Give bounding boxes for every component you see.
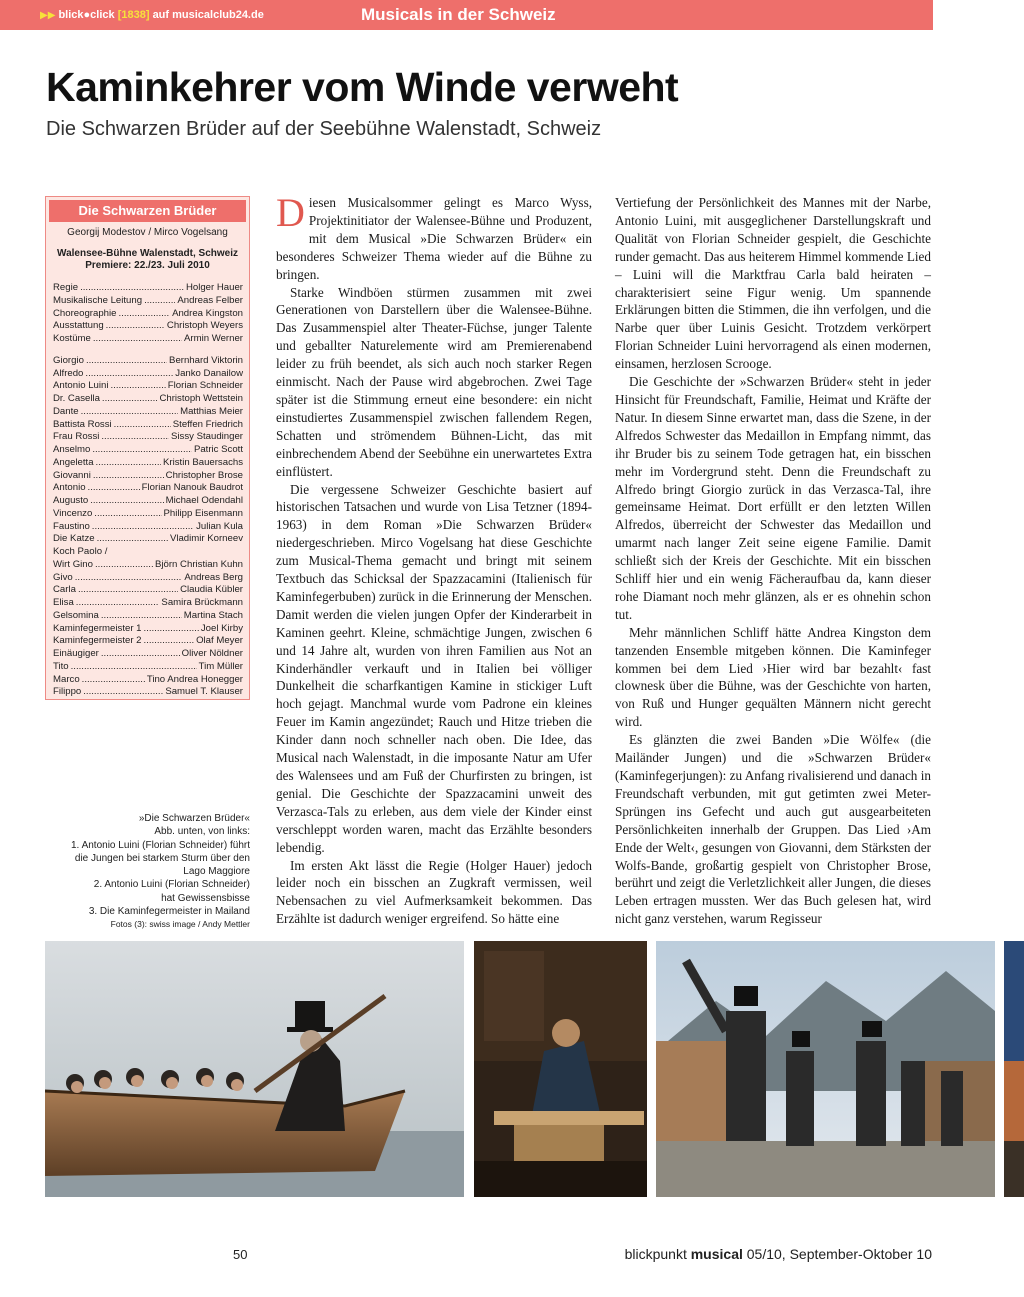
credit-row bbox=[53, 282, 243, 295]
magazine-name: musical bbox=[690, 1246, 743, 1262]
credit-name: Christopher Brose bbox=[165, 469, 243, 481]
paragraph-text: iesen Musicalsommer gelingt es Marco Wyss, Projektinitiator der Walensee-Bühne und Produzent, mit dem Musical »Die Schwarzen Brüder« ein besonderes Schweizer Thema wieder auf die Bühne zu bringen. bbox=[276, 195, 592, 282]
credit-row bbox=[53, 610, 243, 623]
leader-dots bbox=[82, 674, 145, 687]
leader-dots bbox=[96, 457, 161, 470]
credit-role: Angeletta bbox=[53, 456, 94, 468]
credit-role: Giovanni bbox=[53, 469, 91, 481]
paragraph: Mehr männlichen Schliff hätte Andrea Kingston dem tanzenden Ensemble mitgeben können. Die Kaminfeger kommen bei dem Lied ›Hier wird bar bezahlt‹ fast clownesk über die Bühne, was der Geschichte von harten, von Ruß und Hunger gequälten Männern nicht gerecht wird. bbox=[615, 624, 931, 730]
leader-dots bbox=[114, 419, 171, 432]
site-link[interactable] bbox=[40, 9, 264, 21]
leader-dots bbox=[94, 508, 161, 521]
credit-row bbox=[53, 533, 243, 546]
credit-role: Alfredo bbox=[53, 367, 84, 379]
credit-name: Christoph Weyers bbox=[166, 320, 243, 332]
paragraph: Vertiefung der Persönlichkeit des Mannes mit der Narbe, Antonio Luini, mit ausgeglichener Darstellungskraft und Qualität von Florian Schneider gespielt, die Geschichte runder gemacht. Das aus heiterem Himmel kommende Lied – Luini will die Marktfrau Carla bald heiraten – charakterisiert seine Figur wenig. Um spannende Erklärungen bitten die Stimmen, die ihn verfolgen, und die Narbe quer über Luinis Gesicht. Trotzdem verkörpert Florian Schneider Luini hervorragend als einen modernen, einsamen, herzlosen Scrooge. bbox=[615, 195, 931, 372]
credit-role: Carla bbox=[53, 584, 76, 596]
caption-line: hat Gewissensbisse bbox=[161, 892, 250, 904]
photo-boat-storm bbox=[45, 941, 464, 1197]
caption-line: »Die Schwarzen Brüder« bbox=[138, 813, 250, 824]
credit-name: Andreas Felber bbox=[177, 294, 243, 306]
credit-name: Julian Kula bbox=[196, 520, 243, 532]
credit-row bbox=[53, 686, 243, 699]
credit-role: Elisa bbox=[53, 597, 74, 608]
credit-role: Die Katze bbox=[53, 533, 95, 545]
photo-luini-table bbox=[474, 941, 647, 1197]
credit-name: Christoph Wettstein bbox=[159, 393, 243, 404]
leader-dots bbox=[76, 597, 160, 610]
leader-dots bbox=[85, 368, 173, 381]
credit-name: Bernhard Viktorin bbox=[169, 354, 243, 366]
credit-role: Kaminfegermeister 1 bbox=[53, 622, 142, 634]
leader-dots bbox=[118, 308, 170, 321]
credit-role: Choreographie bbox=[53, 307, 117, 319]
page-number: 50 bbox=[233, 1247, 248, 1262]
credit-role: Faustino bbox=[53, 520, 90, 532]
credit-role: Vincenzo bbox=[53, 507, 93, 519]
site-name: blick●click bbox=[58, 9, 115, 21]
leader-dots bbox=[106, 320, 165, 333]
credit-row bbox=[53, 320, 243, 333]
credit-name: Sissy Staudinger bbox=[171, 431, 243, 443]
photo-caption bbox=[20, 812, 250, 932]
credit-name: Steffen Friedrich bbox=[172, 418, 243, 430]
credit-row bbox=[53, 444, 243, 457]
credit-role: Einäugiger bbox=[53, 648, 99, 659]
credit-row bbox=[53, 470, 243, 483]
issue-number: [1838] bbox=[117, 9, 150, 21]
paragraph: Die vergessene Schweizer Geschichte basiert auf historischen Tatsachen und wurde von Lisa Tetzner (1894-1963) in dem Roman »Die Schwarzen Brüder« niedergeschrieben. Mirco Vogelsang hat diese Geschichte zum Musical-Thema gemacht und bringt mit seinem Textbuch das Schicksal der Spazzacamini (Italienisch für Kaminfegerbuben) zurück in die Erinnerung der Menschen. Damit werden die vielen jungen Opfer der Kinderarbeit in Kaminen geehrt. Kleine, schmächtige Jungen, zwischen 6 und 14 Jahre alt, wurden von ihren Familien aus Not an Kinderhändler verkauft und in Italien bei völliger Dunkelheit die scharfkantigen Kamine in stickiger Luft hoch gejagt. Manchmal wurde vom Padrone ein kleines Feuer im Kamin angezündet; Rauch und Hitze trieben die Kinder dann noch schneller nach oben. Die Idee, das Musical nach Walenstadt, in die imposante Natur am Ufer des Walensees und am Fuß der Churfirsten zu bringen, ist genial. Die Geschichte der Spazzacamini unweit des Verzasca-Tals zu erleben, aus dem viele der Kinder einst verschleppt worden waren, macht das Erzählte besonders lebendig. bbox=[276, 481, 592, 855]
credit-row bbox=[53, 635, 243, 648]
credit-name: Kristin Bauersachs bbox=[163, 456, 243, 468]
photo-chimney-masters bbox=[656, 941, 995, 1197]
drop-cap: D bbox=[276, 190, 305, 235]
paragraph bbox=[276, 190, 592, 284]
leader-dots bbox=[81, 406, 178, 419]
cast-list bbox=[53, 355, 243, 699]
paragraph: Die Geschichte der »Schwarzen Brüder« steht in jeder Hinsicht für Freundschaft, Familie, Heimat und Kräfte der Natur. In diesem Sinne erwartet man, dass die Szene, in der Alfredos Schwester das Medaillon in Empfang nimmt, das ihr Bruder bis zu seinem Tode getragen hat, ein bisschen mehr im Vordergrund steht. Denn die Freundschaft zu Alfredo bringt Giorgio zurück in das Verzasca-Tal, ihre gemeinsame Heimat. Dort erfüllt er den letzten Willen Alfredos, überreicht der Schwester das Medaillon und umarmt nach langer Zeit seine eigene Familie. Damit schließt sich der Kreis der Geschichte. Mit ein bisschen Schliff hier und ein wenig Fächeraufbau da, kann dieser rohe Diamant noch mehr glänzen, als er es ohnehin schon tut. bbox=[615, 374, 931, 622]
credit-name: Andrea Kingston bbox=[172, 307, 243, 319]
leader-dots bbox=[144, 623, 199, 636]
paragraph: Im ersten Akt lässt die Regie (Holger Hauer) jedoch leider noch ein bisschen an Zugkraft vermissen, weil Nebensachen zu viel Aufmerksamkeit bekommen. Das Erzählte ist dadurch weniger ergreifend. So hätte eine bbox=[276, 857, 592, 927]
credit-name: Martina Stach bbox=[183, 609, 243, 621]
credit-name: Björn Christian Kuhn bbox=[155, 558, 243, 570]
credit-name: Joel Kirby bbox=[200, 622, 243, 634]
credit-row bbox=[53, 597, 243, 610]
leader-dots bbox=[102, 393, 158, 406]
credit-row bbox=[53, 546, 243, 559]
leader-dots bbox=[101, 610, 182, 623]
credit-role: Koch Paolo / bbox=[53, 546, 108, 557]
leader-dots bbox=[71, 661, 197, 674]
magazine-info bbox=[625, 1246, 932, 1262]
caption-lines bbox=[20, 812, 250, 918]
caption-line: die Jungen bei starkem Sturm über den bbox=[74, 852, 250, 864]
leader-dots bbox=[92, 444, 192, 457]
caption-line: 2. Antonio Luini (Florian Schneider) bbox=[93, 879, 250, 891]
credit-row bbox=[53, 495, 243, 508]
credit-row bbox=[53, 431, 243, 444]
leader-dots bbox=[95, 559, 153, 572]
site-suffix: auf musicalclub24.de bbox=[152, 9, 264, 21]
credit-name: Armin Werner bbox=[184, 333, 243, 344]
crew-list bbox=[53, 282, 243, 346]
article-column-1 bbox=[276, 190, 592, 928]
photo-credit: Fotos (3): swiss image / Andy Mettler bbox=[110, 919, 250, 930]
edge-image bbox=[1004, 941, 1024, 1197]
credit-name: Claudia Kübler bbox=[180, 584, 243, 596]
credit-row bbox=[53, 308, 243, 321]
leader-dots bbox=[93, 333, 182, 346]
credit-row bbox=[53, 521, 243, 534]
credit-role: Filippo bbox=[53, 686, 82, 698]
credit-row bbox=[53, 368, 243, 381]
paragraph: Starke Windböen stürmen zusammen mit zwei Generationen von Darstellern über die Walensee-Bühne. Das Zusammenspiel alter Theater-Füchse, junger Talente und geballter Naturelemente wird am Premierenabend leider zu früh beendet, als sich auch noch starker Regen einmischt. Nach der Pause wird abgebrochen. Zwei Tage später ist die Stimmung erneut eine besondere: ein nicht einstudiertes Zusammenspiel zwischen fallendem Regen, Schatten und strömendem Bühnen-Licht, das mit einbrechendem Abend der Seebühne ein unerwartetes Extra einflüstert. bbox=[276, 284, 592, 479]
infobox-venue: Walensee-Bühne Walenstadt, Schweiz bbox=[57, 248, 238, 259]
credit-name: Andreas Berg bbox=[184, 571, 243, 583]
caption-line: Abb. unten, von links: bbox=[154, 826, 250, 838]
photo-edge bbox=[1004, 941, 1024, 1197]
credit-row bbox=[53, 674, 243, 687]
credit-role: Antonio Luini bbox=[53, 380, 109, 392]
article-title: Kaminkehrer vom Winde verweht bbox=[46, 64, 679, 110]
leader-dots bbox=[93, 470, 164, 483]
paragraph: Es glänzten die zwei Banden »Die Wölfe« (die Mailänder Jungen) und die »Schwarzen Brüder« (Kaminfegerjungen): zu Anfang rivalisierend und danach in Freundschaft verbunden, mit gut getimten zwei Meter-Sprüngen ins Gefecht und auch gut ausgearbeiteten Persönlichkeiten innerhalb der Gruppen. Das Lied ›Am Ende der Welt‹, gesungen von Giovanni, dem Stärksten der Wolfs-Bande, großartig gespielt von Christopher Brose, berührt und zeigt die Verletzlichkeit aller Jungen, die dieses Leben ertragen mussten. Wer das Buch gelesen hat, wird nicht ganz verstehen, warum Regisseur bbox=[615, 732, 931, 927]
credit-role: Dante bbox=[53, 405, 79, 417]
infobox-venue-block bbox=[46, 248, 249, 272]
credit-role: Augusto bbox=[53, 495, 89, 506]
credit-name: Samira Brückmann bbox=[161, 597, 243, 608]
leader-dots bbox=[75, 572, 183, 585]
credit-role: Wirt Gino bbox=[53, 558, 93, 570]
credit-row bbox=[53, 559, 243, 572]
credit-role: Ausstattung bbox=[53, 320, 104, 332]
credit-row bbox=[53, 333, 243, 346]
credit-name: Oliver Nöldner bbox=[181, 648, 243, 659]
caption-line: 1. Antonio Luini (Florian Schneider) führt bbox=[71, 839, 250, 851]
double-arrow-icon: ▶▶ bbox=[40, 10, 56, 21]
leader-dots bbox=[92, 521, 194, 534]
credit-row bbox=[53, 648, 243, 661]
leader-dots bbox=[78, 584, 178, 597]
caption-line: 3. Die Kaminfegermeister in Mailand bbox=[88, 906, 250, 918]
credit-name: Florian Schneider bbox=[167, 380, 243, 392]
credit-role: Givo bbox=[53, 571, 73, 583]
credit-role: Gelsomina bbox=[53, 609, 99, 621]
cast-infobox bbox=[45, 196, 250, 700]
leader-dots bbox=[80, 282, 184, 295]
luini-table-image bbox=[474, 941, 647, 1197]
credit-row bbox=[53, 457, 243, 470]
credit-name: Matthias Meier bbox=[180, 405, 243, 417]
credit-name: Patric Scott bbox=[193, 444, 243, 455]
credit-role: Kaminfegermeister 2 bbox=[53, 635, 142, 647]
credit-role: Antonio bbox=[53, 482, 86, 494]
credit-row bbox=[53, 572, 243, 585]
credit-name: Florian Nanouk Baudrot bbox=[141, 482, 243, 494]
credit-row bbox=[53, 623, 243, 636]
leader-dots bbox=[97, 533, 168, 546]
article-subtitle: Die Schwarzen Brüder auf der Seebühne Walenstadt, Schweiz bbox=[46, 118, 602, 140]
credit-row bbox=[53, 482, 243, 495]
caption-line: Lago Maggiore bbox=[183, 866, 250, 878]
section-title: Musicals in der Schweiz bbox=[361, 5, 556, 24]
magazine-issue: 05/10, September-Oktober 10 bbox=[746, 1246, 932, 1262]
infobox-authors: Georgij Modestov / Mirco Vogelsang bbox=[67, 227, 228, 238]
credit-role: Kostüme bbox=[53, 333, 91, 344]
credit-name: Philipp Eisenmann bbox=[163, 507, 243, 519]
credit-role: Anselmo bbox=[53, 444, 91, 455]
credit-row bbox=[53, 393, 243, 406]
credit-role: Giorgio bbox=[53, 354, 84, 366]
credit-name: Samuel T. Klauser bbox=[165, 686, 243, 698]
leader-dots bbox=[90, 495, 163, 508]
credit-row bbox=[53, 380, 243, 393]
credit-row bbox=[53, 661, 243, 674]
credit-role: Battista Rossi bbox=[53, 418, 112, 430]
credit-role: Frau Rossi bbox=[53, 431, 100, 443]
leader-dots bbox=[144, 635, 195, 648]
credit-role: Regie bbox=[53, 282, 79, 293]
credit-row bbox=[53, 508, 243, 521]
credit-row bbox=[53, 406, 243, 419]
credit-role: Tito bbox=[53, 660, 69, 672]
chimney-masters-image bbox=[656, 941, 995, 1197]
credit-name: Olaf Meyer bbox=[196, 635, 243, 647]
credit-role: Dr. Casella bbox=[53, 393, 100, 404]
leader-dots bbox=[101, 648, 180, 661]
credit-row bbox=[53, 584, 243, 597]
article-column-2 bbox=[615, 194, 931, 928]
credit-row bbox=[53, 419, 243, 432]
credit-row bbox=[53, 355, 243, 368]
infobox-premiere: Premiere: 22./23. Juli 2010 bbox=[85, 260, 210, 271]
leader-dots bbox=[86, 355, 167, 368]
leader-dots bbox=[110, 380, 165, 393]
leader-dots bbox=[144, 295, 175, 308]
credit-name: Vladimir Korneev bbox=[169, 533, 243, 545]
leader-dots bbox=[101, 431, 169, 444]
credit-role: Marco bbox=[53, 673, 80, 685]
header-bar bbox=[0, 0, 933, 30]
credits-list bbox=[53, 282, 243, 699]
credit-name: Tino Andrea Honegger bbox=[146, 673, 243, 685]
credit-name: Michael Odendahl bbox=[165, 495, 243, 506]
leader-dots bbox=[83, 686, 163, 699]
magazine-brand: blickpunkt bbox=[624, 1246, 687, 1262]
credit-role: Musikalische Leitung bbox=[53, 294, 143, 306]
leader-dots bbox=[88, 482, 140, 495]
credit-name: Holger Hauer bbox=[185, 282, 243, 293]
boat-storm-image bbox=[45, 941, 464, 1197]
credit-name: Janko Danailow bbox=[175, 367, 243, 379]
infobox-title: Die Schwarzen Brüder bbox=[49, 200, 246, 222]
credit-row bbox=[53, 295, 243, 308]
credit-name: Tim Müller bbox=[198, 660, 243, 672]
